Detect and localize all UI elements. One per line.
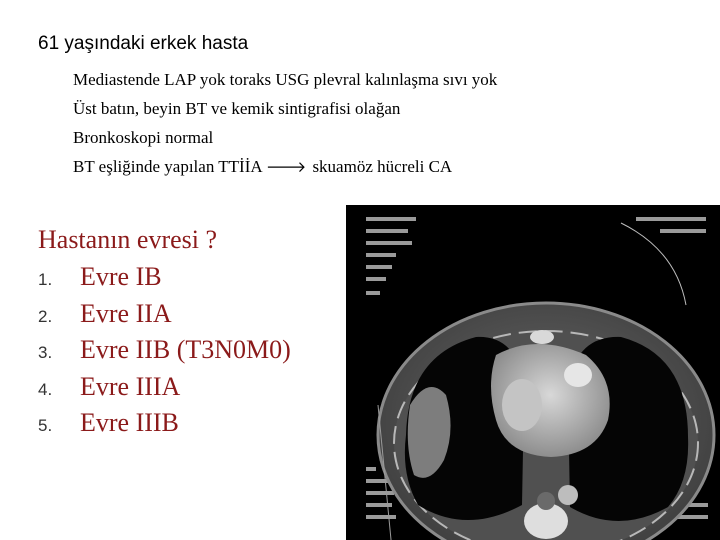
answer-option[interactable] <box>38 332 291 369</box>
option-label: Evre IIIA <box>80 371 181 401</box>
case-title: 61 yaşındaki erkek hasta <box>38 33 249 54</box>
option-number: 2. <box>38 306 53 326</box>
option-number: 4. <box>38 379 53 399</box>
finding-item: Bronkoskopi normal <box>73 128 214 147</box>
option-number: 5. <box>38 416 53 435</box>
answer-options <box>38 259 291 442</box>
finding-item <box>73 152 497 182</box>
findings-list <box>73 65 497 182</box>
option-number: 3. <box>38 343 53 362</box>
answer-option[interactable] <box>38 296 291 333</box>
option-label: Evre IIA <box>80 298 172 328</box>
option-label: Evre IB <box>80 262 162 291</box>
option-label: Evre IIB (T3N0M0) <box>80 335 291 364</box>
right-arrow-icon: 🡒 <box>265 158 307 176</box>
finding-item: Mediastende LAP yok toraks USG plevral kalınlaşma sıvı yok <box>73 70 498 89</box>
answer-option[interactable] <box>38 369 291 406</box>
ct-scan-image <box>346 205 720 540</box>
ct-scan-drawing <box>346 205 720 540</box>
option-label: Evre IIIB <box>80 408 179 437</box>
option-number: 1. <box>38 270 53 289</box>
answer-option[interactable] <box>38 259 291 296</box>
finding-text: skuamöz hücreli CA <box>312 157 453 176</box>
question-heading: Hastanın evresi ? <box>38 225 218 254</box>
finding-text: BT eşliğinde yapılan TTİİA <box>73 157 262 176</box>
answer-option[interactable] <box>38 405 291 442</box>
finding-item: Üst batın, beyin BT ve kemik sintigrafisi olağan <box>73 99 401 118</box>
